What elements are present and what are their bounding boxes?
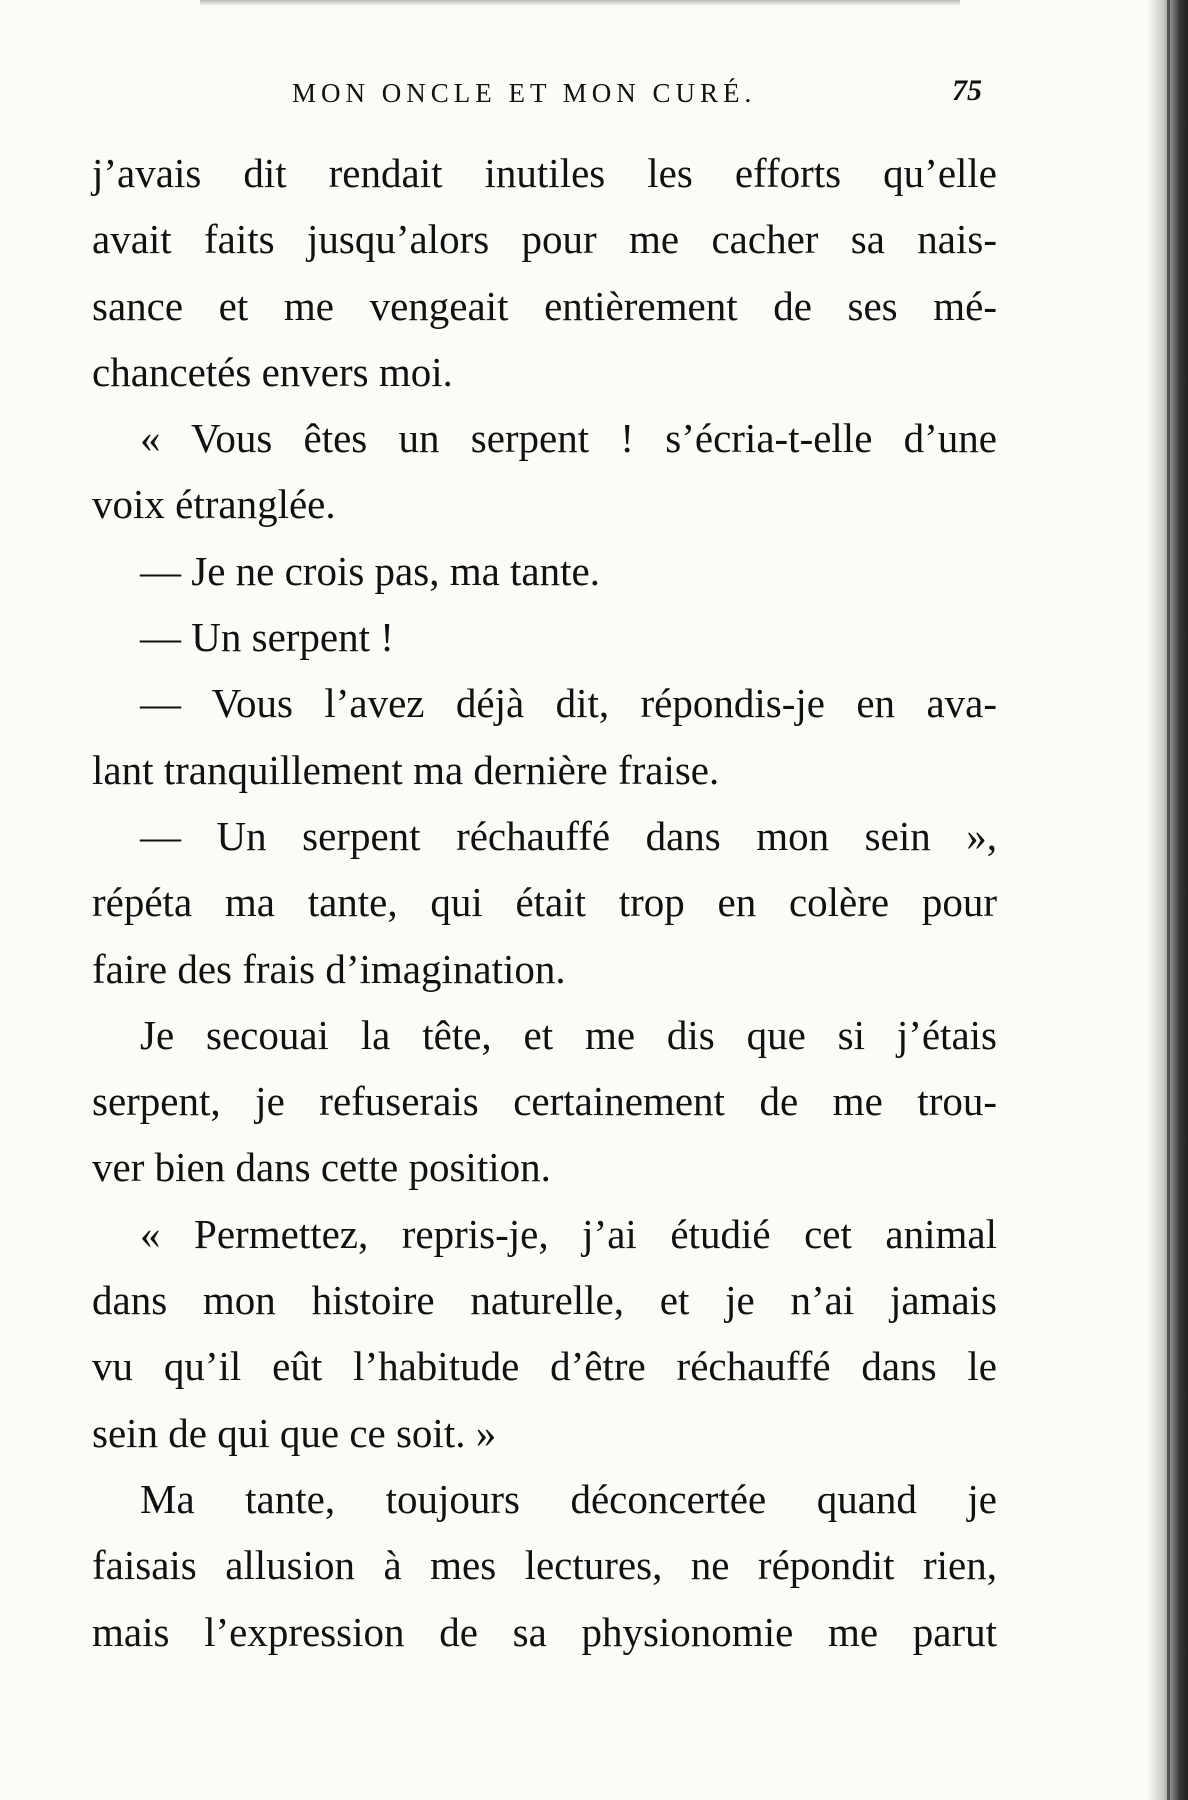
page-edge-line [1167,0,1170,1800]
text-line: chancetés envers moi. [92,348,453,395]
text-line: faisais allusion à mes lectures, ne répondit rien, [92,1542,997,1589]
text-line: dans mon histoire naturelle, et je n’ai jamais [92,1277,997,1324]
text-line: répéta ma tante, qui était trop en colère pour [92,879,997,926]
text-line: Je secouai la tête, et me dis que si j’étais [140,1011,997,1058]
text-line: voix étranglée. [92,481,336,528]
text-line: avait faits jusqu’alors pour me cacher sa nais- [92,216,997,263]
text-line: mais l’expression de sa physionomie me parut [92,1608,997,1655]
text-line: « Permettez, repris-je, j’ai étudié cet animal [140,1210,997,1257]
text-line: faire des frais d’imagination. [92,945,566,992]
text-line: « Vous êtes un serpent ! s’écria-t-elle d’une [140,415,997,462]
text-line: sein de qui que ce soit. » [92,1409,497,1456]
text-line: lant tranquillement ma dernière fraise. [92,746,720,793]
page-number: 75 [952,74,982,107]
running-title: MON ONCLE ET MON CURÉ. [292,78,757,108]
text-line: sance et me vengeait entièrement de ses mé- [92,282,997,329]
body-text [92,140,997,1665]
text-line: j’avais dit rendait inutiles les efforts qu’elle [92,150,997,196]
page-header [292,74,992,118]
text-line: vu qu’il eût l’habitude d’être réchauffé dans le [92,1343,997,1390]
text-line: serpent, je refuserais certainement de me trou- [92,1078,997,1125]
scan-top-smudge [200,0,960,6]
text-line: Ma tante, toujours déconcertée quand je [140,1475,997,1522]
text-line: — Un serpent réchauffé dans mon sein », [140,812,997,859]
text-line: — Vous l’avez déjà dit, répondis-je en ava- [140,680,997,727]
text-line: — Un serpent ! [140,614,394,661]
text-line: ver bien dans cette position. [92,1144,551,1191]
text-line: — Je ne crois pas, ma tante. [140,547,600,594]
